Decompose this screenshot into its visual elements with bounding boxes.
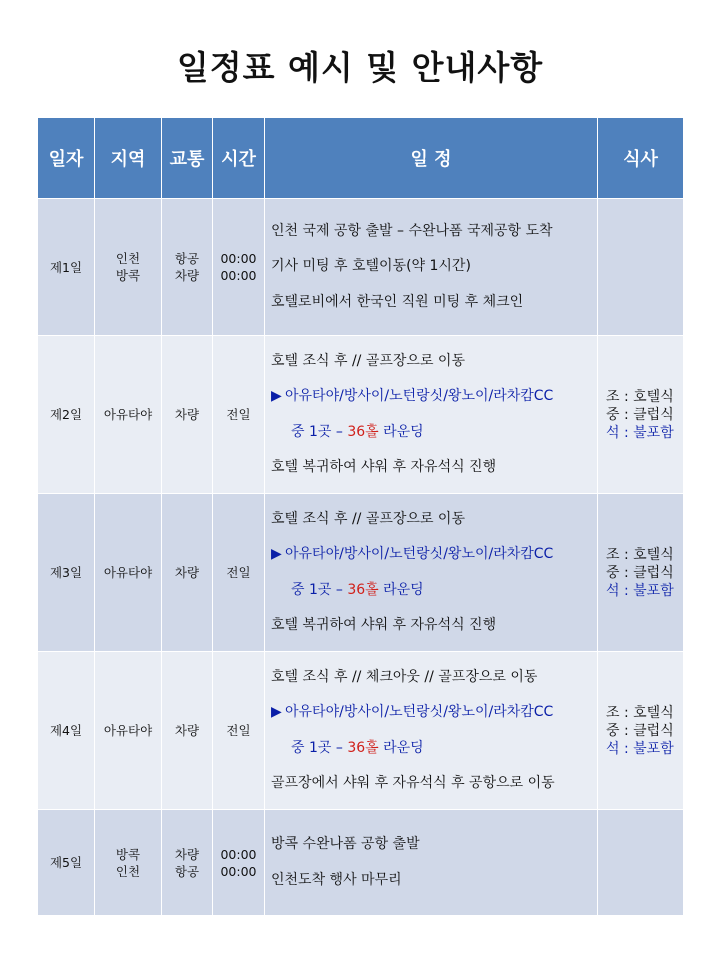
round-post: 라운딩 [383,581,424,598]
region-line: 인천 [115,251,141,266]
meal-cell [598,336,684,494]
plan-line: 호텔로비에서 한국인 직원 미팅 후 체크인 [271,293,524,310]
course-list: 아유타야/방사이/노턴랑싯/왕노이/라차캄CC [285,704,554,720]
table-row [38,199,684,336]
time-cell [213,199,265,336]
round-pre: 중 1곳 – [291,423,343,440]
round-line [271,573,597,609]
course-line [271,537,597,573]
meal-cell [598,810,684,916]
holes-label: 36홀 [347,739,379,756]
plan-line: 방콕 수완나폼 공항 출발 [271,836,420,852]
plan-cell [265,336,598,494]
round-line [271,731,597,767]
region-cell [95,199,162,336]
triangle-bullet-icon: ▶ [271,388,282,404]
header-time: 시간 [213,118,265,199]
course-list: 아유타야/방사이/노턴랑싯/왕노이/라차캄CC [285,388,554,404]
holes-label: 36홀 [347,423,379,440]
transport-cell [162,199,213,336]
header-plan: 일 정 [265,118,598,199]
meal-breakfast: 조 : 호텔식 [606,546,674,563]
triangle-bullet-icon: ▶ [271,546,282,562]
holes-label: 36홀 [347,581,379,598]
time-line: 00:00 [220,251,257,266]
header-meal: 식사 [598,118,684,199]
round-pre: 중 1곳 – [291,581,343,598]
time-line: 00:00 [220,268,257,283]
time-cell: 전일 [213,494,265,652]
time-cell [213,810,265,916]
day-cell: 제2일 [38,336,95,494]
meal-cell [598,199,684,336]
meal-lunch: 중 : 클럽식 [606,564,674,581]
transport-cell [162,810,213,916]
time-cell: 전일 [213,336,265,494]
triangle-bullet-icon: ▶ [271,704,282,720]
region-cell: 아유타야 [95,336,162,494]
plan-cell [265,199,598,336]
transport-line: 항공 [174,251,200,266]
meal-cell [598,494,684,652]
time-line: 00:00 [220,846,257,862]
plan-cell [265,652,598,810]
course-line [271,695,597,731]
transport-cell: 차량 [162,336,213,494]
table-row [38,652,684,810]
transport-cell: 차량 [162,652,213,810]
meal-cell [598,652,684,810]
transport-line: 차량 [174,268,200,283]
region-line: 방콕 [115,846,141,862]
table-row [38,494,684,652]
region-line: 방콕 [115,268,141,283]
header-row [38,118,684,199]
day-cell: 제1일 [38,199,95,336]
meal-breakfast: 조 : 호텔식 [606,388,674,405]
round-post: 라운딩 [383,739,424,756]
transport-cell: 차량 [162,494,213,652]
meal-lunch: 중 : 클럽식 [606,406,674,423]
round-line [271,415,597,451]
plan-line: 호텔 조식 후 // 골프장으로 이동 [271,352,465,369]
plan-line: 호텔 복귀하여 샤워 후 자유석식 진행 [271,459,497,475]
transport-line: 항공 [174,863,200,879]
table-row [38,336,684,494]
region-cell: 아유타야 [95,494,162,652]
table-row [38,810,684,916]
meal-dinner: 석 : 불포함 [606,424,674,441]
region-line: 인천 [115,863,141,879]
plan-line: 인천 국제 공항 출발 – 수완나폼 국제공항 도착 [271,222,553,239]
plan-line: 기사 미팅 후 호텔이동(약 1시간) [271,258,471,275]
round-post: 라운딩 [383,423,424,440]
transport-line: 차량 [174,846,200,862]
plan-cell [265,810,598,916]
day-cell: 제5일 [38,810,95,916]
time-cell: 전일 [213,652,265,810]
meal-dinner: 석 : 불포함 [606,740,674,757]
day-cell: 제3일 [38,494,95,652]
day-cell: 제4일 [38,652,95,810]
itinerary-table [37,117,684,916]
meal-lunch: 중 : 클럽식 [606,722,674,739]
meal-dinner: 석 : 불포함 [606,582,674,599]
region-cell: 아유타야 [95,652,162,810]
header-region: 지역 [95,118,162,199]
plan-line: 호텔 조식 후 // 골프장으로 이동 [271,510,465,527]
header-transport: 교통 [162,118,213,199]
plan-line: 골프장에서 샤워 후 자유석식 후 공항으로 이동 [271,775,555,791]
course-line [271,379,597,415]
header-day: 일자 [38,118,95,199]
region-cell [95,810,162,916]
plan-line: 호텔 복귀하여 샤워 후 자유석식 진행 [271,617,497,633]
meal-breakfast: 조 : 호텔식 [606,704,674,721]
plan-cell [265,494,598,652]
plan-line: 호텔 조식 후 // 체크아웃 // 골프장으로 이동 [271,668,538,685]
course-list: 아유타야/방사이/노턴랑싯/왕노이/라차캄CC [285,546,554,562]
plan-line: 인천도착 행사 마무리 [271,871,402,888]
round-pre: 중 1곳 – [291,739,343,756]
page-title: 일정표 예시 및 안내사항 [176,48,544,87]
time-line: 00:00 [220,863,257,879]
